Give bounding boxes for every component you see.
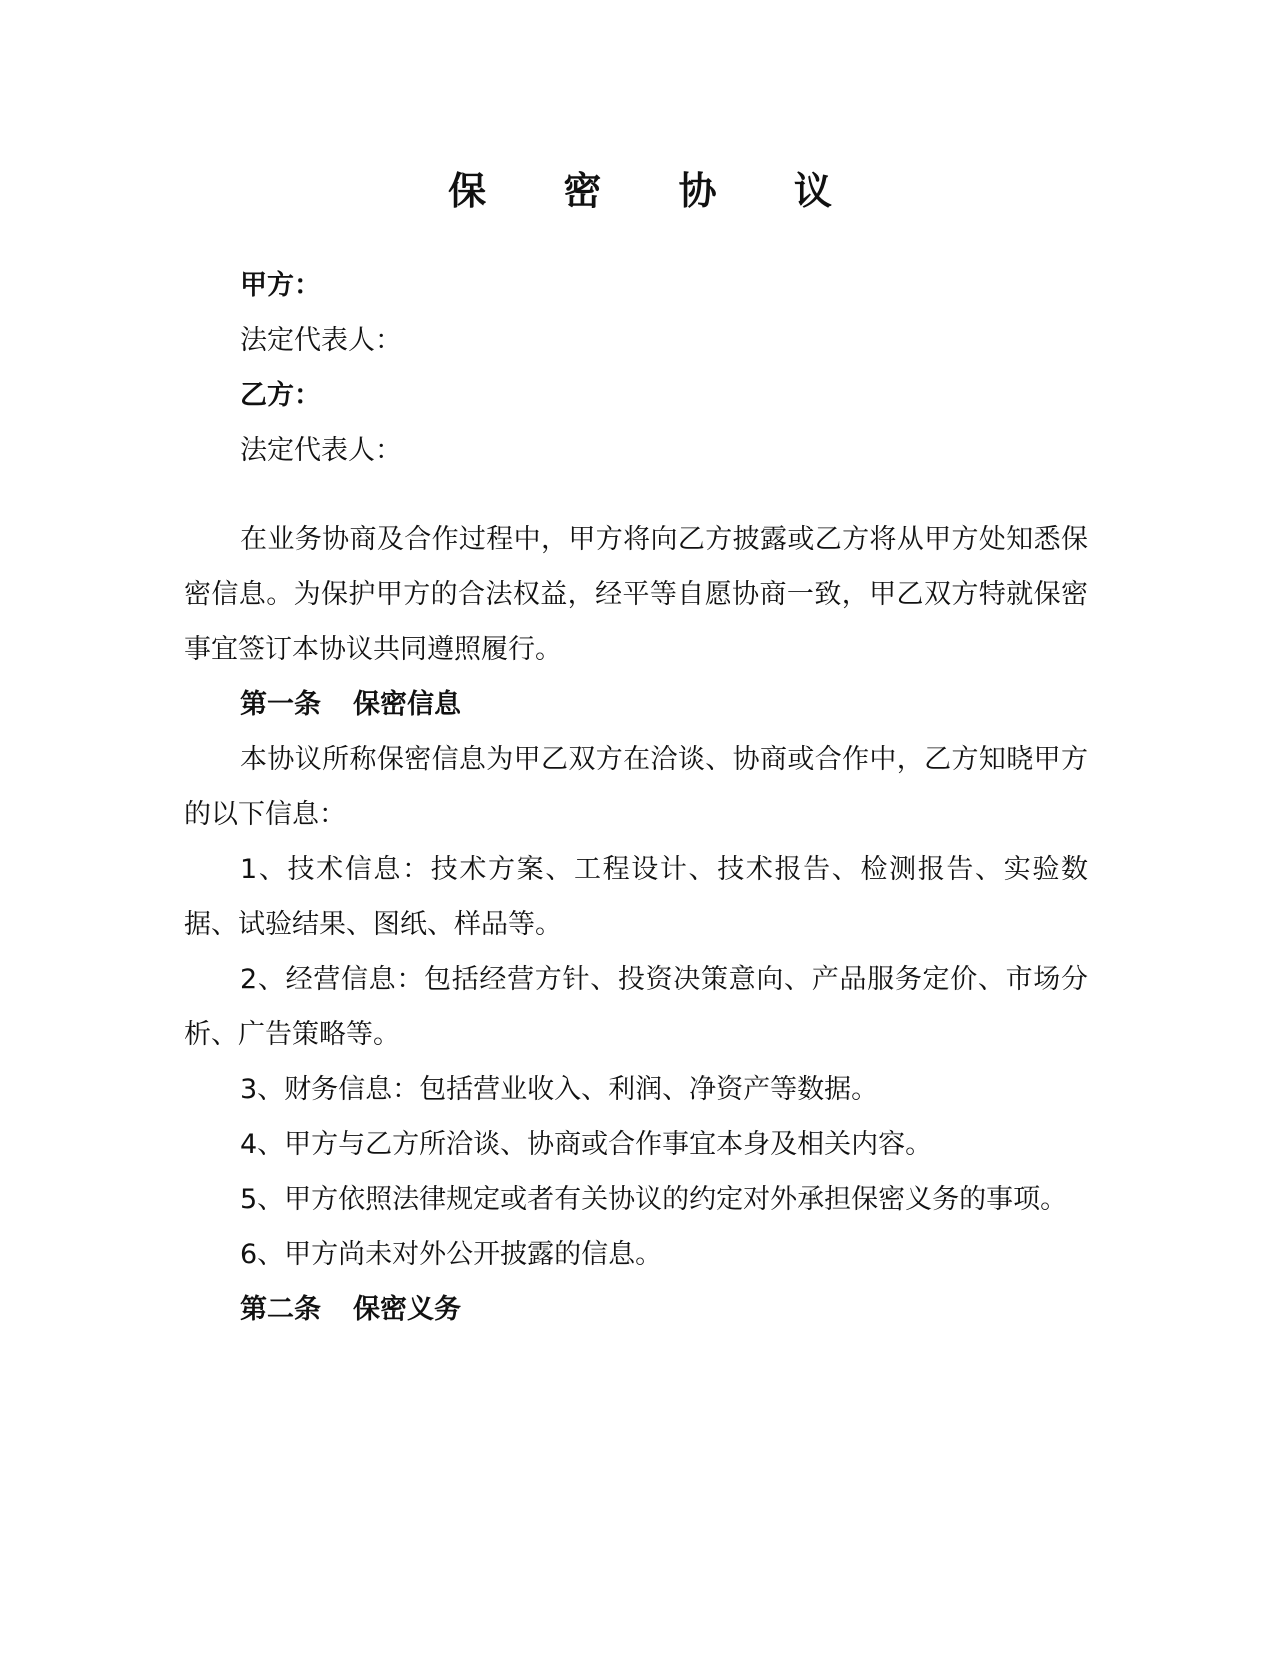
article-1-item: 6、甲方尚未对外公开披露的信息。 — [240, 1239, 663, 1270]
document-body — [184, 258, 1088, 1337]
party-a-label: 甲方： — [240, 270, 321, 301]
article-2-number: 第二条 — [240, 1294, 321, 1325]
article-1-title: 保密信息 — [353, 689, 461, 720]
article-1-item: 5、甲方依照法律规定或者有关协议的约定对外承担保密义务的事项。 — [240, 1184, 1068, 1215]
party-b-label: 乙方： — [240, 380, 321, 411]
intro-paragraph: 在业务协商及合作过程中，甲方将向乙方披露或乙方将从甲方处知悉保密信息。为保护甲方的合法权益，经平等自愿协商一致，甲乙双方特就保密事宜签订本协议共同遵照履行。 — [184, 524, 1088, 665]
document-title: 保 密 协 议 — [448, 169, 864, 213]
article-1-item: 4、甲方与乙方所洽谈、协商或合作事宜本身及相关内容。 — [240, 1129, 933, 1160]
article-1-number: 第一条 — [240, 689, 321, 720]
article-1-lead: 本协议所称保密信息为甲乙双方在洽谈、协商或合作中，乙方知晓甲方的以下信息： — [184, 744, 1088, 830]
article-2-heading — [184, 1282, 1088, 1337]
article-1-item: 3、财务信息：包括营业收入、利润、净资产等数据。 — [240, 1074, 879, 1105]
article-1-item: 1、技术信息：技术方案、工程设计、技术报告、检测报告、实验数据、试验结果、图纸、样品等。 — [184, 854, 1088, 940]
spacer — [184, 478, 1088, 512]
article-1-heading — [184, 677, 1088, 732]
article-1-item: 2、经营信息：包括经营方针、投资决策意向、产品服务定价、市场分析、广告策略等。 — [184, 964, 1088, 1050]
party-a-representative-label: 法定代表人： — [240, 325, 402, 356]
article-2-title: 保密义务 — [353, 1294, 461, 1325]
party-b-representative-label: 法定代表人： — [240, 435, 402, 466]
